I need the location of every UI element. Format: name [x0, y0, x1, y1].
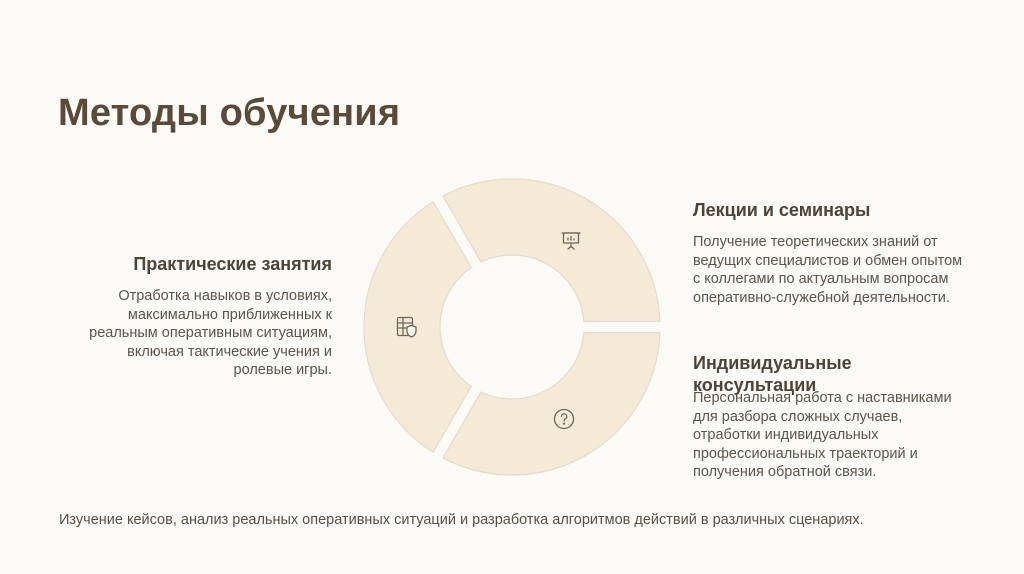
- consultations-heading: Индивидуальные консультации: [693, 353, 852, 395]
- consultations-block: [693, 352, 963, 482]
- consultations-body: Персональная работа с наставниками для разбора сложных случаев, отработки индивидуальных профессиональных траекторий и получения обратной связи.: [693, 390, 952, 480]
- lectures-body: Получение теоретических знаний от ведущих специалистов и обмен опытом с коллегами по актуальным вопросам оперативно-служебной деятельности.: [693, 234, 963, 306]
- practical-heading: Практические занятия: [133, 254, 332, 274]
- lectures-block: [693, 200, 963, 307]
- segment-consultations: [443, 333, 660, 475]
- practical-body: Отработка навыков в условиях, максимально приближенных к реальным оперативным ситуациям, включая тактические учения и ролевые игры.: [89, 288, 332, 378]
- practical-block: [86, 254, 332, 380]
- page-title: Методы обучения: [58, 92, 401, 134]
- segment-practical: [364, 202, 471, 452]
- cases-footer-text: Изучение кейсов, анализ реальных оперативных ситуаций и разработка алгоритмов действий в различных сценариях.: [59, 512, 864, 528]
- segment-lectures: [443, 179, 660, 321]
- lectures-heading: Лекции и семинары: [693, 200, 871, 220]
